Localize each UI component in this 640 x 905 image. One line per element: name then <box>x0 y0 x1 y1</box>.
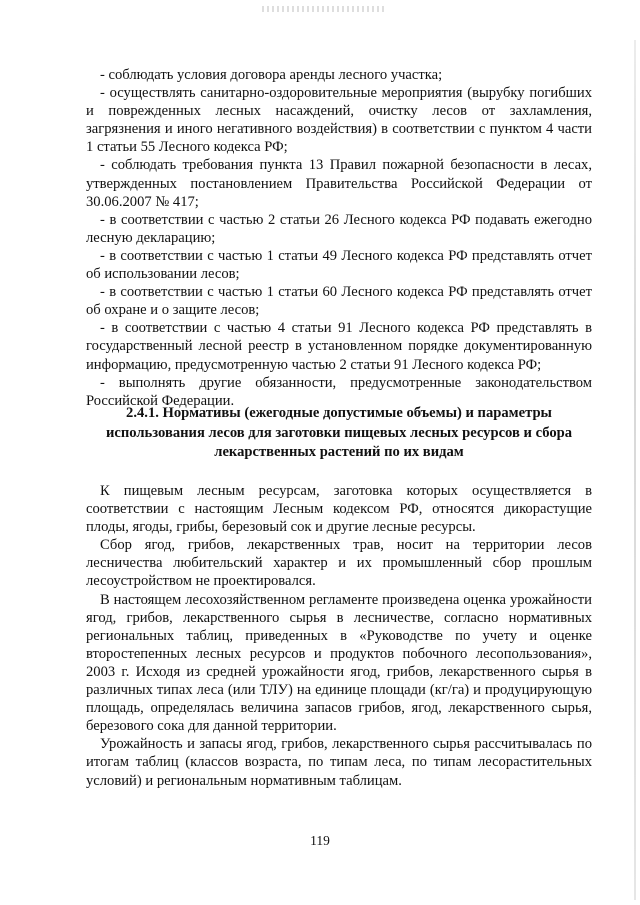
section-body <box>86 482 592 790</box>
duties-list <box>86 66 592 410</box>
section-heading <box>86 404 592 463</box>
duty-item: - в соответствии с частью 1 статьи 49 Лесного кодекса РФ представлять отчет об использовании лесов; <box>86 247 592 283</box>
paragraph: В настоящем лесохозяйственном регламенте произведена оценка урожайности ягод, грибов, лекарственного сырья в лесничестве, согласно нормативных региональных таблиц, приведенных в «Руководстве по учету и оценке второстепенных лесных ресурсов и продуктов побочного лесопользования», 2003 г. Исходя из средней урожайности ягод, грибов, лекарственного сырья в различных типах леса (или ТЛУ) на единице площади (кг/га) и продуцирующую площадь, определялась величина запасов грибов, ягод, лекарственного сырья, березового сока для данной территории. <box>86 591 592 735</box>
scan-edge <box>634 40 636 900</box>
section-heading-line: лекарственных растений по их видам <box>214 444 464 460</box>
section-heading-line: использования лесов для заготовки пищевых лесных ресурсов и сбора <box>105 424 573 441</box>
paragraph: Урожайность и запасы ягод, грибов, лекарственного сырья рассчитывалась по итогам таблиц (классов возраста, по типам леса, по типам лесорастительных условий) и региональным нормативным таблицам. <box>86 736 592 789</box>
duty-item: - соблюдать условия договора аренды лесного участка; <box>100 67 443 83</box>
duty-item: - осуществлять санитарно-оздоровительные мероприятия (вырубку погибших и поврежденных лесных насаждений, очистку лесов от захламления, загрязнения и иного негативного воздействия) в соответствии с пунктом 4 части 1 статьи 55 Лесного кодекса РФ; <box>86 85 592 156</box>
section-heading-line: 2.4.1. Нормативы (ежегодные допустимые объемы) и параметры <box>126 405 552 421</box>
duty-item: - в соответствии с частью 4 статьи 91 Лесного кодекса РФ представлять в государственный лесной реестр в установленном порядке документированную информацию, предусмотренную частью 2 статьи 91 Лесного кодекса РФ; <box>86 320 592 373</box>
paragraph: К пищевым лесным ресурсам, заготовка которых осуществляется в соответствии с настоящим Лесным кодексом РФ, относятся дикорастущие плоды, ягоды, грибы, березовый сок и другие лесные ресурсы. <box>86 483 592 536</box>
scan-artifact <box>262 6 384 12</box>
duty-item: - в соответствии с частью 2 статьи 26 Лесного кодекса РФ подавать ежегодно лесную декларацию; <box>86 211 592 246</box>
paragraph: Сбор ягод, грибов, лекарственных трав, носит на территории лесов лесничества любительский характер и их промышленный сбор прошлым лесоустройством не проектировался. <box>86 537 592 590</box>
page-number: 119 <box>310 833 330 848</box>
duty-item: - в соответствии с частью 1 статьи 60 Лесного кодекса РФ представлять отчет об охране и о защите лесов; <box>86 284 592 319</box>
duty-item: - соблюдать требования пункта 13 Правил пожарной безопасности в лесах, утвержденных постановлением Правительства Российской Федерации от 30.06.2007 № 417; <box>86 157 592 210</box>
duty-item: - выполнять другие обязанности, предусмотренные законодательством Российской Федерации. <box>86 374 592 409</box>
